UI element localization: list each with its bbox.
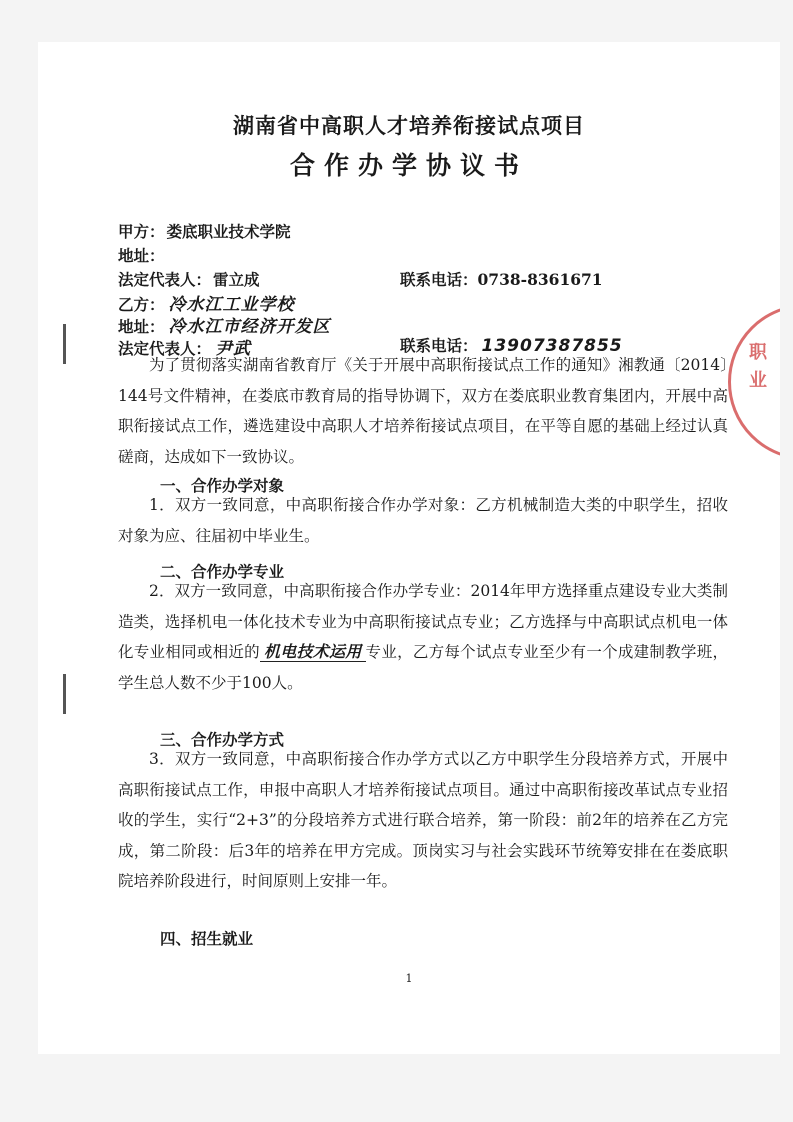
section-1-text: 1．双方一致同意，中高职衔接合作办学对象：乙方机械制造大类的中职学生，招收对象为应、往届初中毕业生。 [118,496,728,545]
party-a-rep-line [118,268,603,290]
section-2-paragraph [118,576,728,698]
section-3-text: 3．双方一致同意，中高职衔接合作办学方式以乙方中职学生分段培养方式，开展中高职衔接试点工作，申报中高职人才培养衔接试点项目。通过中高职衔接改革试点专业招收的学生，实行“2+3”的分段培养方式进行联合培养，第一阶段：前2年的培养在乙方完成，第二阶段：后3年的培养在甲方完成。顶岗实习与社会实践环节统筹安排在在娄底职院培养阶段进行，时间原则上安排一年。 [118,750,728,890]
party-b-rep-label: 法定代表人： [118,339,212,358]
party-b-address-label: 地址： [118,317,165,336]
party-b-phone-value: 13907387855 [481,336,623,356]
intro-text: 为了贯彻落实湖南省教育厅《关于开展中高职衔接试点工作的通知》湘教通〔2014〕144号文件精神，在娄底市教育局的指导协调下，双方在娄底职业教育集团内，开展中高职衔接试点工作，遴选建设中高职人才培养衔接试点项目，在平等自愿的基础上经过认真磋商，达成如下一致协议。 [118,356,728,466]
document-subtitle: 合作办学协议书 [289,151,528,180]
party-a-phone-value: 0738-8361671 [477,270,603,289]
section-2-text-after: 专业，乙方每个试点专业至少有一个成建制教学班，学生总人数不少于100人。 [118,643,728,692]
party-b-address: 冷水江市经济开发区 [168,317,331,337]
document-page [38,42,780,1054]
party-b-label: 乙方： [118,295,165,314]
section-1-paragraph [118,490,728,551]
section-3-heading: 三、合作办学方式 [160,730,285,749]
party-a-rep: 雷立成 [213,270,260,289]
section-4-heading: 四、招生就业 [160,929,254,948]
party-a-rep-label: 法定代表人： [118,270,212,289]
section-3-paragraph [118,744,728,897]
party-a-name: 娄底职业技术学院 [166,222,291,241]
document-title: 湖南省中高职人才培养衔接试点项目 [233,113,585,138]
page-number: 1 [405,972,413,985]
party-a-phone [400,268,603,290]
party-a-label: 甲方： [118,222,165,241]
party-a-address-line [118,244,165,266]
party-a-phone-label: 联系电话： [400,270,478,289]
party-a-name-line [118,220,291,242]
section-1-heading: 一、合作办学对象 [160,476,285,495]
section-2-text-before: 2．双方一致同意，中高职衔接合作办学专业：2014年甲方选择重点建设专业大类制造类，选择机电一体化技术专业为中高职衔接试点专业；乙方选择与中高职试点机电一体化专业相同或相近的 [118,582,728,661]
party-b-name: 冷水江工业学校 [168,295,295,315]
intro-paragraph [118,350,728,472]
scan-margin-mark [63,324,66,364]
party-a-address-label: 地址： [118,246,165,265]
scan-margin-mark [63,674,66,714]
section-2-text [118,576,728,698]
section-2-heading: 二、合作办学专业 [160,562,285,581]
party-b-rep: 尹武 [215,339,252,359]
party-b-phone-label: 联系电话： [400,336,478,355]
section-2-handwritten-major: 机电技术运用 [260,642,366,662]
official-seal-text: 职业 [746,342,767,398]
